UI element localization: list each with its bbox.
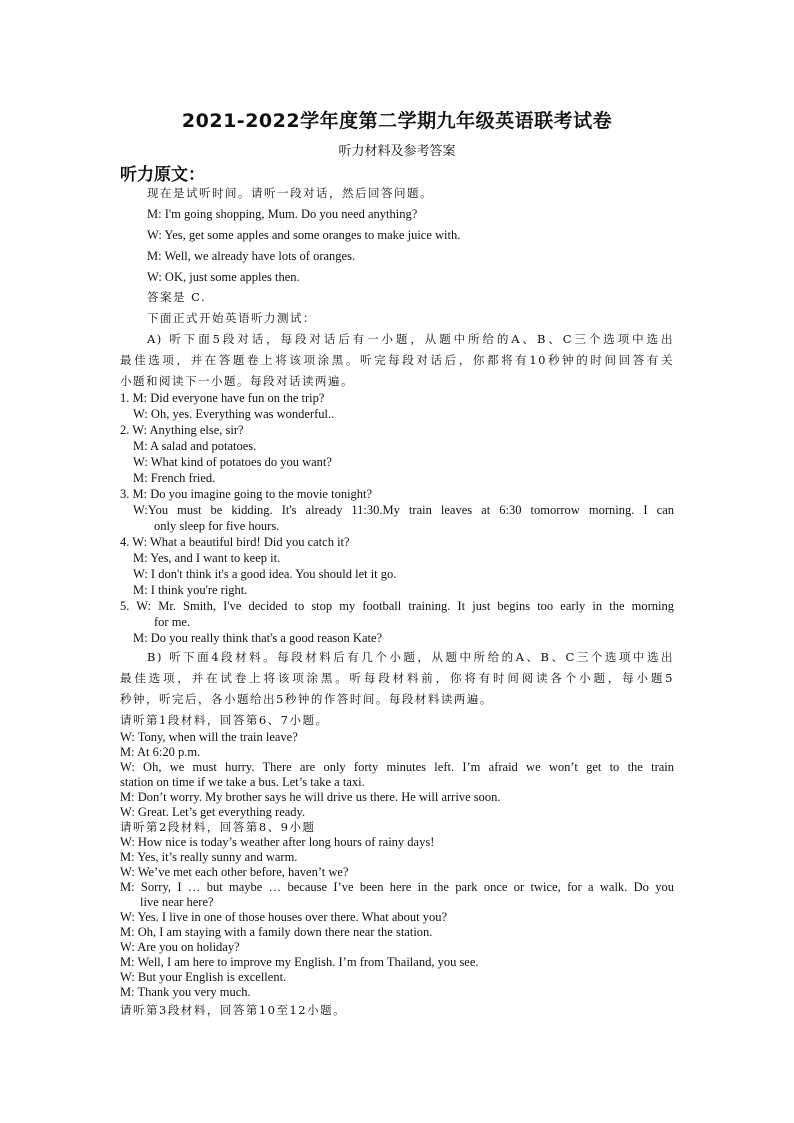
page-subtitle: 听力材料及参考答案 xyxy=(338,144,456,159)
dialogue-line: M: Sorry, I … but maybe … because I’ve been here in the park once or twice, for a walk. Do you xyxy=(120,880,674,894)
material-intro: 请听第2段材料，回答第8、9小题 xyxy=(120,820,316,834)
dialogue-line: M: At 6:20 p.m. xyxy=(120,745,201,759)
section-heading: 听力原文： xyxy=(120,165,205,185)
test-start-notice: 下面正式开始英语听力测试： xyxy=(147,311,316,325)
material-intro: 请听第3段材料，回答第10至12小题。 xyxy=(120,1003,347,1017)
trial-intro: 现在是试听时间。请听一段对话，然后回答问题。 xyxy=(147,186,433,200)
dialogue-line: W: What kind of potatoes do you want? xyxy=(133,455,332,469)
dialogue-line: M: Don’t worry. My brother says he will drive us there. He will arrive soon. xyxy=(120,790,501,804)
dialogue-line: M: A salad and potatoes. xyxy=(133,439,257,453)
dialogue-line: for me. xyxy=(154,615,191,629)
dialogue-line: W: Tony, when will the train leave? xyxy=(120,730,298,744)
dialogue-line: M: Thank you very much. xyxy=(120,985,251,999)
dialogue-line: W: But your English is excellent. xyxy=(120,970,287,984)
dialogue-line: live near here? xyxy=(140,895,214,909)
trial-line: W: Yes, get some apples and some oranges to make juice with. xyxy=(147,228,461,242)
dialogue-line: M: Well, I am here to improve my English. I’m from Thailand, you see. xyxy=(120,955,479,969)
part-a-instruction: 小题和阅读下一小题。每段对话读两遍。 xyxy=(120,374,354,388)
dialogue-line: station on time if we take a bus. Let’s take a taxi. xyxy=(120,775,365,789)
part-a-instruction: 最佳选项，并在答题卷上将该项涂黑。听完每段对话后，你都将有10秒钟的时间回答有关 xyxy=(120,353,674,367)
dialogue-line: M: Yes, and I want to keep it. xyxy=(133,551,281,565)
trial-answer: 答案是 C. xyxy=(147,290,207,304)
dialogue-line: 4. W: What a beautiful bird! Did you catch it? xyxy=(120,535,350,549)
trial-line: M: Well, we already have lots of oranges. xyxy=(147,249,356,263)
trial-line: W: OK, just some apples then. xyxy=(147,270,300,284)
dialogue-line: M: French fried. xyxy=(133,471,216,485)
dialogue-line: W:You must be kidding. It's already 11:30.My train leaves at 6:30 tomorrow morning. I can xyxy=(133,503,674,517)
dialogue-line: W: Are you on holiday? xyxy=(120,940,240,954)
page-title: 2021-2022学年度第二学期九年级英语联考试卷 xyxy=(181,110,613,132)
dialogue-line: M: Yes, it’s really sunny and warm. xyxy=(120,850,298,864)
dialogue-line: W: Great. Let’s get everything ready. xyxy=(120,805,306,819)
dialogue-line: W: I don't think it's a good idea. You should let it go. xyxy=(133,567,397,581)
trial-line: M: I'm going shopping, Mum. Do you need anything? xyxy=(147,207,418,221)
part-b-instruction: B) 听下面4段材料。每段材料后有几个小题，从题中所给的A、B、C三个选项中选出 xyxy=(147,650,674,664)
part-b-instruction: 秒钟，听完后，各小题给出5秒钟的作答时间。每段材料读两遍。 xyxy=(120,692,493,706)
part-b-instruction: 最佳选项，并在试卷上将该项涂黑。听每段材料前，你将有时间阅读各个小题，每小题5 xyxy=(120,671,674,685)
dialogue-line: W: Yes. I live in one of those houses over there. What about you? xyxy=(120,910,448,924)
dialogue-line: 5. W: Mr. Smith, I've decided to stop my football training. It just begins too early in the morning xyxy=(120,599,674,613)
dialogue-line: M: Oh, I am staying with a family down there near the station. xyxy=(120,925,433,939)
dialogue-line: W: We’ve met each other before, haven’t we? xyxy=(120,865,349,879)
material-intro: 请听第1段材料，回答第6、7小题。 xyxy=(120,713,329,727)
dialogue-line: W: Oh, we must hurry. There are only forty minutes left. I’m afraid we won’t get to the train xyxy=(120,760,674,774)
dialogue-line: W: How nice is today’s weather after long hours of rainy days! xyxy=(120,835,435,849)
dialogue-line: 1. M: Did everyone have fun on the trip? xyxy=(120,391,325,405)
part-a-instruction: A) 听下面5段对话，每段对话后有一小题，从题中所给的A、B、C三个选项中选出 xyxy=(147,332,674,346)
dialogue-line: M: I think you're right. xyxy=(133,583,248,597)
dialogue-line: 3. M: Do you imagine going to the movie tonight? xyxy=(120,487,373,501)
dialogue-line: M: Do you really think that's a good reason Kate? xyxy=(133,631,383,645)
dialogue-line: W: Oh, yes. Everything was wonderful.. xyxy=(133,407,335,421)
dialogue-line: 2. W: Anything else, sir? xyxy=(120,423,244,437)
dialogue-line: only sleep for five hours. xyxy=(154,519,280,533)
